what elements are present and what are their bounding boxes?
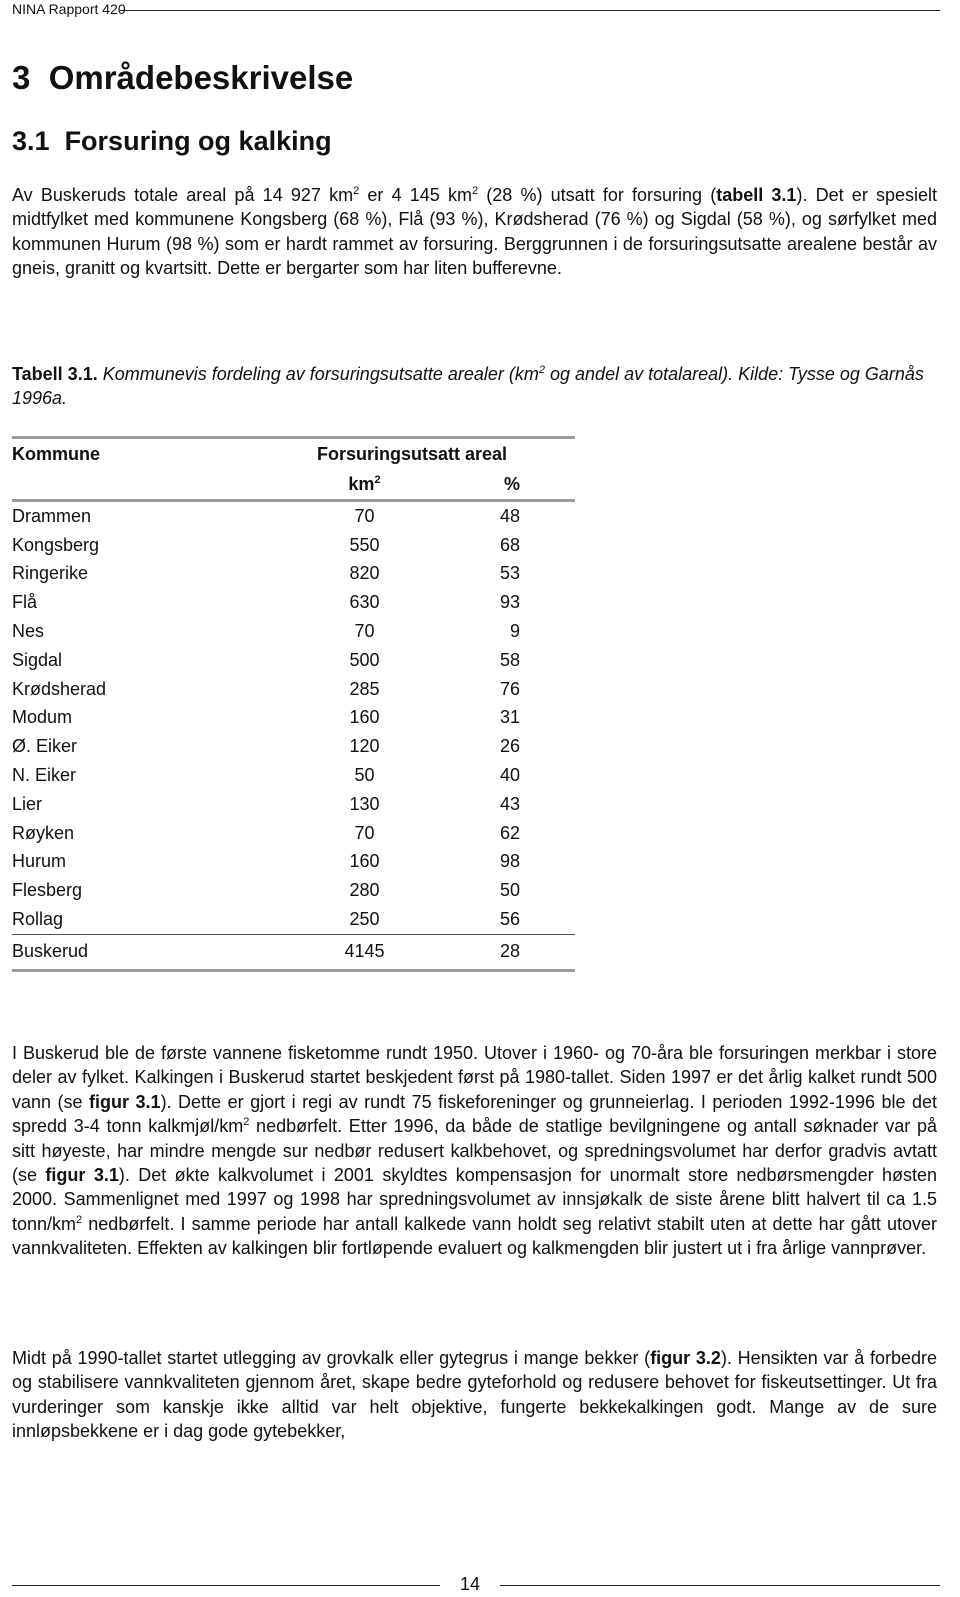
report-title: NINA Rapport 420 bbox=[12, 1, 126, 17]
section-number: 3.1 bbox=[12, 126, 50, 156]
caption-text: Kommunevis fordeling av forsuringsutsatte arealer (km bbox=[97, 364, 539, 384]
page-number: 14 bbox=[459, 1574, 481, 1594]
municipality-table bbox=[12, 436, 575, 972]
footer-rule-right bbox=[500, 1585, 940, 1586]
table-row: Krødsherad 285 76 bbox=[12, 678, 520, 699]
chapter-title: Områdebeskrivelse bbox=[48, 59, 354, 96]
unit-km2: $km^2$ bbox=[312, 469, 417, 501]
table-row: Modum 160 31 bbox=[12, 707, 520, 728]
figure-reference: figur 3.2 bbox=[650, 1348, 721, 1368]
footer-rule-left bbox=[12, 1585, 440, 1586]
superscript: 2 bbox=[538, 364, 546, 376]
table-row: Hurum 160 98 bbox=[12, 851, 520, 872]
chapter-heading bbox=[12, 58, 353, 98]
table-reference: tabell 3.1 bbox=[716, 185, 797, 205]
caption-text: og andel av totalareal). Kilde: Tysse og Garnås 1996a. bbox=[12, 364, 924, 409]
figure-reference: figur 3.1 bbox=[89, 1091, 161, 1112]
table-row: N. Eiker 50 40 bbox=[12, 765, 520, 786]
caption-label: Tabell 3.1. bbox=[12, 364, 98, 384]
table-row: Flå 630 93 bbox=[12, 592, 520, 613]
table-row: Flesberg 280 50 bbox=[12, 880, 520, 901]
intro-text: (28 %) utsatt for forsuring ( bbox=[478, 185, 717, 205]
body-text: ). Det økte kalkvolumet i 2001 skyldtes kompensasjon for unormalt store nedbørsmengder høsten 2000. Sammenlignet med 1997 og 1998 har spredningsvolumet av innsjøkalk de siste årene blitt halvert til ca 1.5 tonn/km bbox=[12, 1165, 938, 1234]
page-footer bbox=[0, 1572, 960, 1597]
body-text: Midt på 1990-tallet startet utlegging av grovkalk eller gytegrus i mange bekker ( bbox=[12, 1348, 651, 1368]
unit-percent: % bbox=[417, 469, 575, 501]
section-title: Forsuring og kalking bbox=[64, 126, 332, 156]
intro-paragraph bbox=[12, 183, 937, 281]
body-text: nedbørfelt. I samme periode har antall kalkede vann holdt seg relativt stabilt uten at dette har gått utover vannkvaliteten. Effekten av kalkingen blir fortløpende evaluert og kalkmengden blir justert ut i fra årlige vannprøver. bbox=[12, 1213, 937, 1259]
chapter-number: 3 bbox=[12, 59, 31, 96]
col-header-kommune: Kommune bbox=[12, 438, 312, 470]
running-header bbox=[12, 0, 940, 22]
table-header-row bbox=[12, 438, 575, 470]
superscript: 2 bbox=[76, 1213, 83, 1226]
table-row: Ringerike 820 53 bbox=[12, 563, 520, 584]
intro-text: ). Det er spesielt midtfylket med kommunene Kongsberg (68 %), Flå (93 %), Krødsherad (76 %) og Sigdal (58 %), og sørfylket med kommunen Hurum (98 %) som er hardt rammet av forsuring. Berggrunnen i de forsuringsutsatte arealene består av gneis, granitt og kvartsitt. Dette er bergarter som har liten bufferevne. bbox=[12, 185, 938, 279]
figure-reference: figur 3.1 bbox=[45, 1165, 119, 1186]
table-caption bbox=[12, 362, 937, 411]
table-row: Nes 70 9 bbox=[12, 621, 520, 642]
table-row: Sigdal 500 58 bbox=[12, 649, 520, 670]
table-row: Lier 130 43 bbox=[12, 793, 520, 814]
table-row: Kongsberg 550 68 bbox=[12, 534, 520, 555]
stream-liming-paragraph bbox=[12, 1346, 937, 1444]
body-text: ). Dette er gjort i regi av rundt 75 fiskeforeninger og grunneierlag. I perioden 1992-1996 ble det spredd 3-4 tonn kalkmjøl/km bbox=[12, 1091, 938, 1137]
body-text: I Buskerud ble de første vannene fisketomme rundt 1950. Utover i 1960- og 70-åra ble forsuringen merkbar i store deler av fylket. Kalkingen i Buskerud startet beskjedent først på 1980-tallet. Siden 1997 er det årlig kalket rundt 500 vann (se bbox=[12, 1043, 937, 1112]
body-text: nedbørfelt. Etter 1996, da både de statlige bevilgningene og antall søknader var på sitt høyeste, har mindre mengde sur nedbør redusert kalkbehovet, og spredningsvolumet har derfor gradvis avtatt (se bbox=[12, 1116, 937, 1186]
table-total-row: Buskerud 4145 28 bbox=[12, 934, 575, 970]
table-units-row bbox=[12, 469, 575, 501]
table-row: Drammen 70 48 bbox=[12, 505, 520, 526]
superscript: 2 bbox=[243, 1116, 250, 1129]
table-row: Ø. Eiker 120 26 bbox=[12, 736, 520, 757]
body-text: ). Hensikten var å forbedre og stabilisere vannkvaliteten gjennom året, skape bedre gyteforhold og redusere behovet for fiskeutsettinger. Ut fra vurderinger som kanskje ikke alltid var helt objektive, fungerte bekkekalkingen godt. Mange av de sure innløpsbekkene er i dag gode gytebekker, bbox=[12, 1348, 938, 1442]
table-row: Rollag 250 56 bbox=[12, 909, 520, 930]
col-header-group: Forsuringsutsatt areal bbox=[312, 438, 575, 470]
table-row: Røyken 70 62 bbox=[12, 822, 520, 843]
section-heading bbox=[12, 124, 332, 158]
liming-history-paragraph bbox=[12, 1041, 937, 1261]
superscript: 2 bbox=[374, 473, 381, 486]
intro-text: Av Buskeruds totale areal på 14 927 km bbox=[12, 185, 354, 205]
header-rule bbox=[120, 10, 940, 11]
superscript: 2 bbox=[471, 185, 479, 197]
intro-text: er 4 145 km bbox=[359, 185, 472, 205]
superscript: 2 bbox=[353, 185, 360, 197]
